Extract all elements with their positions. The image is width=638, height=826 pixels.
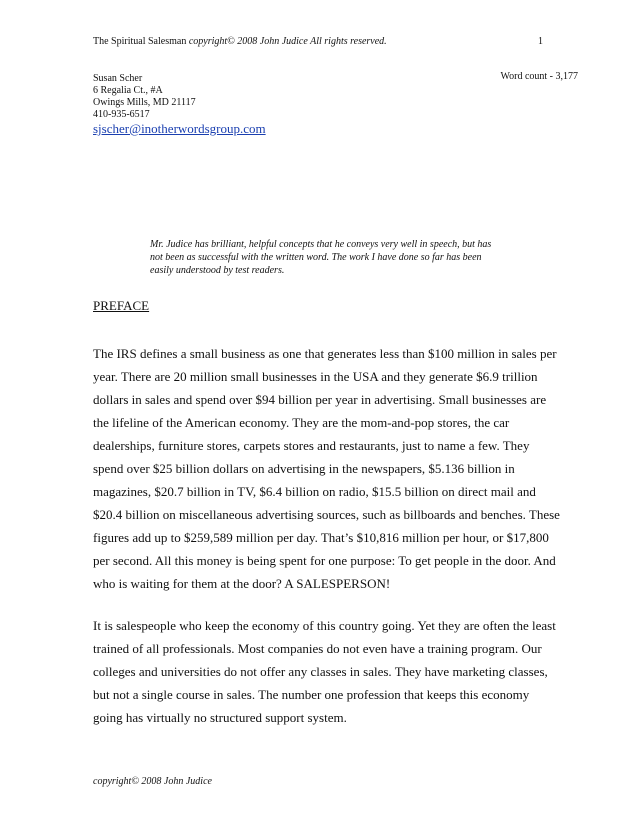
paragraph-line: per second. All this money is being spent for one purpose: To get people in the door. And — [93, 553, 556, 568]
author-email-link[interactable]: sjscher@inotherwordsgroup.com — [93, 121, 266, 136]
paragraph-line: who is waiting for them at the door? A SALESPERSON! — [93, 576, 391, 591]
paragraph-line: It is salespeople who keep the economy of this country going. Yet they are often the least — [93, 618, 556, 633]
paragraph-line: figures add up to $259,589 million per day. That’s $10,816 million per hour, or $17,800 — [93, 530, 549, 545]
paragraph-line: but not a single course in sales. The number one profession that keeps this economy — [93, 687, 530, 702]
paragraph-line: the lifeline of the American economy. They are the mom-and-pop stores, the car — [93, 415, 510, 430]
page-number: 1 — [538, 36, 543, 47]
paragraph-line: spend over $25 billion dollars on advertising in the newspapers, $5.136 billion in — [93, 461, 515, 476]
paragraph-line: magazines, $20.7 billion in TV, $6.4 billion on radio, $15.5 billion on direct mail and — [93, 484, 536, 499]
paragraph-line: The IRS defines a small business as one that generates less than $100 million in sales per — [93, 346, 557, 361]
paragraph-line: trained of all professionals. Most companies do not even have a training program. Our — [93, 641, 542, 656]
paragraph-line: $20.4 billion on miscellaneous advertising sources, such as billboards and benches. These — [93, 507, 560, 522]
editor-note — [150, 238, 520, 277]
word-count: Word count - 3,177 — [500, 71, 578, 82]
paragraph-line: dollars in sales and spend over $94 billion per year in advertising. Small businesses are — [93, 392, 547, 407]
paragraph-line: year. There are 20 million small businesses in the USA and they generate $6.9 trillion — [93, 369, 538, 384]
editor-note-line: easily understood by test readers. — [150, 265, 285, 276]
page-header — [93, 36, 543, 47]
paragraph-line: dealerships, furniture stores, carpets stores and restaurants, just to name a few. They — [93, 438, 530, 453]
editor-note-line: Mr. Judice has brilliant, helpful concepts that he conveys very well in speech, but has — [150, 239, 492, 250]
paragraph-line: going has virtually no structured support system. — [93, 710, 347, 725]
author-name: Susan Scher — [93, 73, 143, 84]
preface-heading: PREFACE — [93, 298, 150, 313]
paragraph-line: colleges and universities do not offer any classes in sales. They have marketing classes, — [93, 664, 548, 679]
header-copyright: copyright© 2008 John Judice All rights reserved. — [188, 36, 387, 47]
author-street: 6 Regalia Ct., #A — [93, 85, 163, 96]
editor-note-line: not been as successful with the written word. The work I have done so far has been — [150, 252, 482, 263]
author-phone: 410-935-6517 — [93, 109, 150, 120]
paragraph-1 — [93, 342, 560, 595]
paragraph-2 — [93, 614, 556, 729]
author-city: Owings Mills, MD 21117 — [93, 97, 196, 108]
header-title: The Spiritual Salesman — [93, 36, 187, 47]
author-address-block — [93, 73, 266, 137]
page-footer: copyright© 2008 John Judice — [93, 776, 212, 787]
